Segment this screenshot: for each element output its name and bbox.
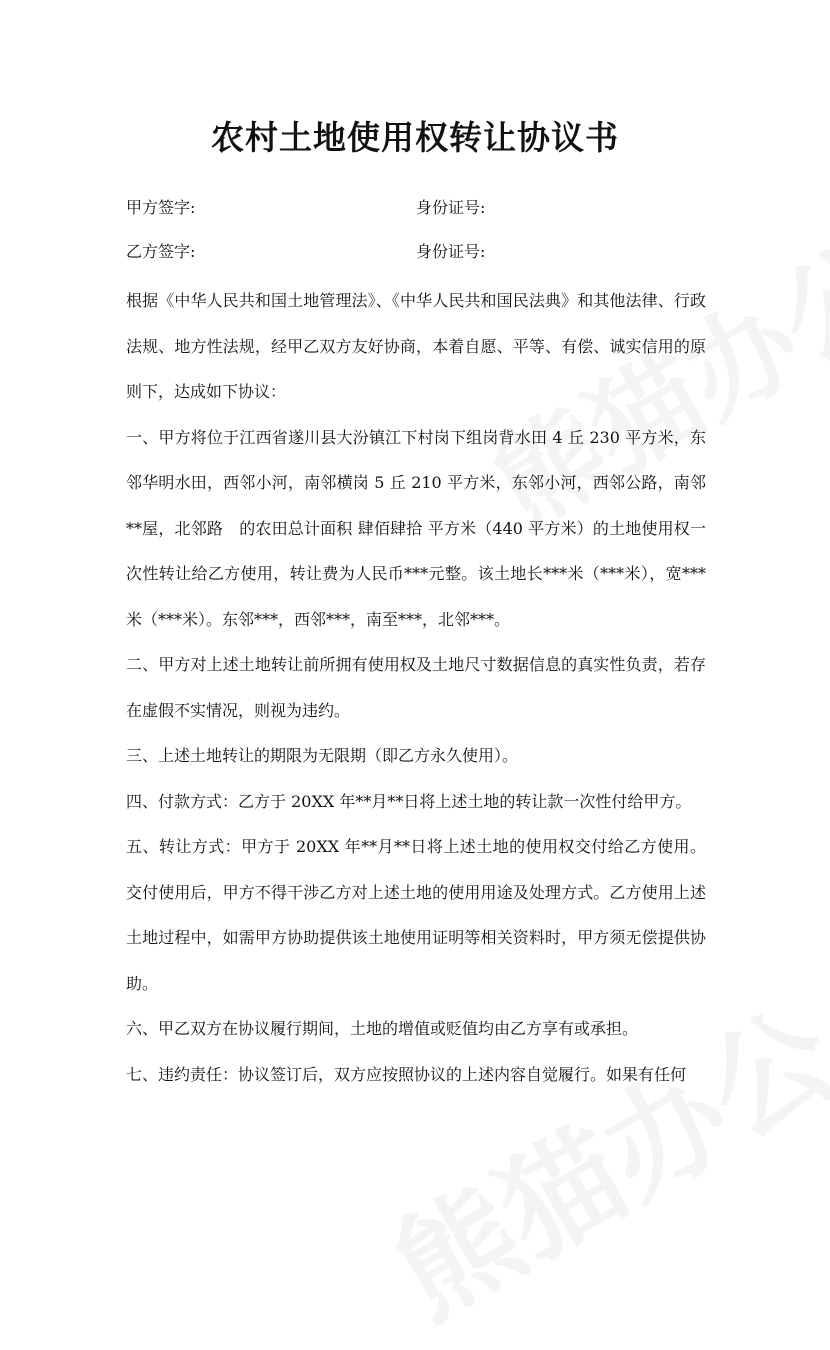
party-a-signature-row: [126, 195, 486, 219]
paragraph-clause-5: 五、转让方式：甲方于 20XX 年**月**日将上述土地的使用权交付给乙方使用。交付使用后，甲方不得干涉乙方对上述土地的使用用途及处理方式。乙方使用上述土地过程中，如需甲方协助提供该土地使用证明等相关资料时，甲方须无偿提供协助。: [126, 837, 706, 993]
party-b-id-label: 身份证号:: [416, 242, 486, 261]
paragraph-clause-2: 二、甲方对上述土地转让前所拥有使用权及土地尺寸数据信息的真实性负责，若存在虚假不实情况，则视为违约。: [126, 655, 706, 720]
paragraph-clause-4: 四、付款方式：乙方于 20XX 年**月**日将上述土地的转让款一次性付给甲方。: [126, 791, 692, 811]
party-a-id-label: 身份证号:: [416, 198, 486, 217]
party-b-signature-row: [126, 239, 486, 263]
paragraph-clause-1: 一、甲方将位于江西省遂川县大汾镇江下村岗下组岗背水田 4 丘 230 平方米，东邻华明水田，西邻小河，南邻横岗 5 丘 210 平方米，东邻小河，西邻公路，南邻**屋，北邻路 的农田总计面积 肆佰肆拾 平方米（440 平方米）的土地使用权一次性转让给乙方使用，转让费为人民币***元整。该土地长***米（***米），宽***米（***米）。东邻***，西邻***，南至***，北邻***。: [126, 427, 706, 629]
party-b-sign-label: 乙方签字:: [126, 242, 196, 261]
document-title: 农村土地使用权转让协议书: [211, 118, 619, 157]
paragraph-preamble: 根据《中华人民共和国土地管理法》、《中华人民共和国民法典》和其他法律、行政法规、地方性法规，经甲乙双方友好协商，本着自愿、平等、有偿、诚实信用的原则下，达成如下协议：: [126, 291, 706, 401]
party-a-sign-label: 甲方签字:: [126, 198, 196, 217]
agreement-body: [126, 278, 706, 1097]
paragraph-clause-6: 六、甲乙双方在协议履行期间，土地的增值或贬值均由乙方享有或承担。: [126, 1019, 639, 1038]
paragraph-clause-7: 七、违约责任：协议签订后，双方应按照协议的上述内容自觉履行。如果有任何: [126, 1064, 687, 1084]
paragraph-clause-3: 三、上述土地转让的期限为无限期（即乙方永久使用）。: [126, 746, 519, 765]
